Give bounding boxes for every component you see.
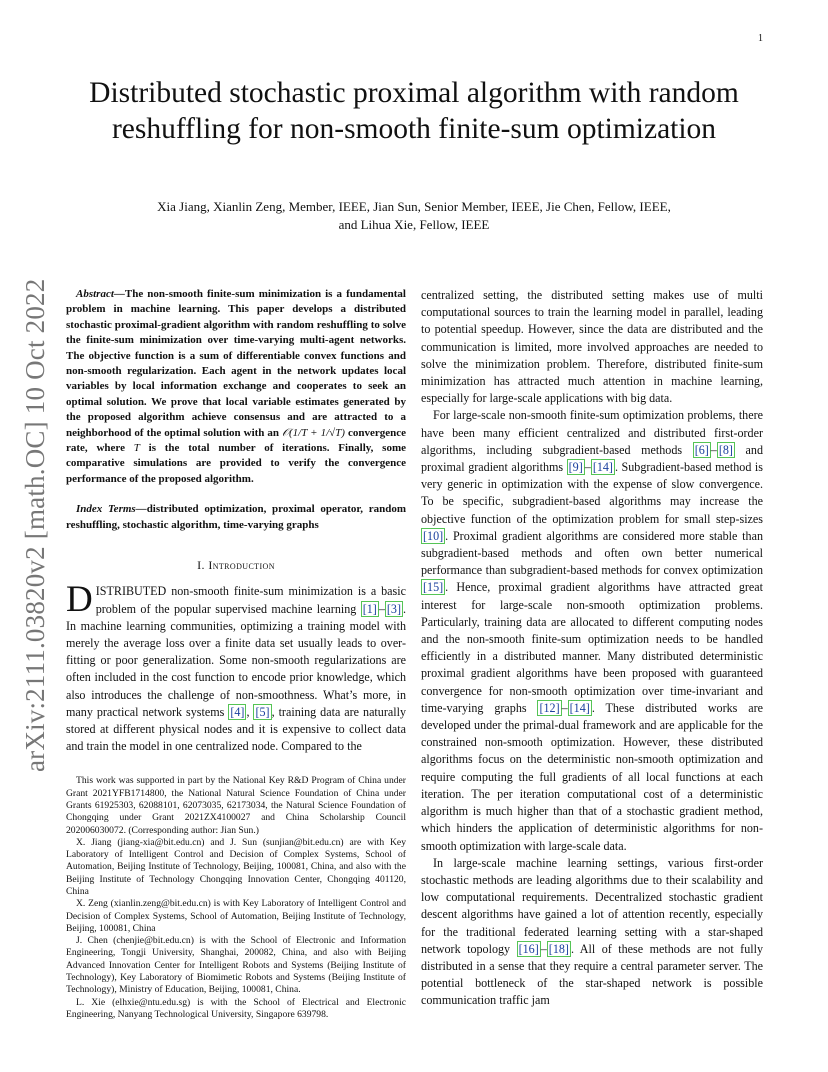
body-text: – bbox=[540, 941, 547, 956]
body-text: and proximal gradient algorithms bbox=[421, 442, 763, 475]
body-text: For large-scale non-smooth finite-sum optimization problems, there have been many efficient centralized and distributed first-order algorithms, including subgradient-based methods bbox=[421, 408, 763, 457]
section-number: I. bbox=[197, 558, 205, 573]
citation-link[interactable]: [14] bbox=[569, 700, 590, 715]
citation-link[interactable]: [10] bbox=[423, 528, 444, 543]
intro-text: , training data are naturally stored at different physical nodes and it is expensive to collect data and train the model in one centralized node. Compared to the bbox=[66, 704, 407, 754]
intro-text: non-smooth finite-sum minimization is a basic problem of the popular supervised machine learning bbox=[95, 584, 406, 616]
citation-link[interactable]: [1] bbox=[362, 601, 377, 616]
footnote-funding: This work was supported in part by the National Key R&D Program of China under Grant 2021YFB1714800, the National Natural Science Foundation of China under Grants 61925303, 62088101, 62073035, 62173034, the Natural Science Foundation of Chongqing under Grant 2021ZX4100027 and China Scholarship Council 202006030072. (Corresponding author: Jian Sun.) bbox=[66, 775, 406, 836]
page-number: 1 bbox=[758, 33, 763, 44]
body-paragraph bbox=[421, 407, 763, 854]
footnote-affiliation: X. Jiang (jiang-xia@bit.edu.cn) and J. Sun (sunjian@bit.edu.cn) are with Key Laboratory of Intelligent Control and Decision of Complex Systems, School of Automation, Beijing Institute of Technology, Beijing, 100081, China, and also with the Beijing Institute of Technology Chongqing Innovation Center, Chongqing 401120, China bbox=[66, 836, 406, 897]
footnote-affiliation: J. Chen (chenjie@bit.edu.cn) is with the School of Electronic and Information Engineering, Tongji University, Shanghai, 200082, China, and also with Beijing Advanced Innovation Center for Intelligent Robots and Systems (Beijing Institute of Technology), Key Laboratory of Biomimetic Robots and Systems (Beijing Institute of Technology), Ministry of Education, Beijing, 100081, China. bbox=[66, 935, 406, 996]
index-terms bbox=[66, 502, 406, 533]
section-title: Introduction bbox=[208, 558, 275, 573]
abstract bbox=[66, 287, 406, 487]
body-text: . Subgradient-based method is very generic in optimization with the expense of slow convergence. To be specific, subgradient-based algorithms may increase the objective function of the optimization problem for small step-sizes bbox=[421, 460, 763, 526]
index-terms-text: distributed optimization, proximal operator, random reshuffling, stochastic algorithm, time-varying graphs bbox=[66, 503, 406, 531]
section-heading-introduction bbox=[66, 557, 406, 574]
authors-line-2: and Lihua Xie, Fellow, IEEE bbox=[338, 217, 490, 232]
citation-link[interactable]: [6] bbox=[694, 442, 709, 457]
footnote-affiliation: X. Zeng (xianlin.zeng@bit.edu.cn) is with Key Laboratory of Intelligent Control and Decision of Complex Systems, School of Automation, Beijing Institute of Technology, Beijing, 100081, China bbox=[66, 898, 406, 934]
citation-link[interactable]: [14] bbox=[592, 460, 613, 475]
body-text: . These distributed works are developed under the primal-dual framework and are applicable for the constrained non-smooth optimization. However, these distributed algorithms focus on the deterministic non-smooth optimization and require computing the full gradients of all local functions at each iteration. The per iteration computational cost of a deterministic algorithm is much higher than that of a stochastic gradient method, which hinders the application of deterministic algorithms for non-smooth optimization with large-scale data. bbox=[421, 700, 764, 853]
citation-link[interactable]: [5] bbox=[255, 704, 270, 719]
index-terms-label: Index Terms— bbox=[76, 503, 147, 516]
citation-link[interactable]: [3] bbox=[386, 601, 401, 616]
body-text: In large-scale machine learning settings, various first-order stochastic methods are leading algorithms due to their scalability and low computational requirements. Decentralized stochastic gradient descent algorithms have gained a lot of attention recently, especially for the traditional federated learning setting with a star-shaped network topology bbox=[421, 855, 763, 956]
convergence-rate-formula: 𝒪(1/T + 1/√T) bbox=[282, 426, 345, 439]
right-column bbox=[421, 287, 763, 1010]
body-text: – bbox=[561, 700, 568, 715]
body-text: . Hence, proximal gradient algorithms have attracted great interest for large-scale non-smooth optimization problems. Particularly, training data are allocated to different computing nodes and the non-smooth finite-sum optimization needs to be handled efficiently in a distributed manner. Many distributed deterministic proximal gradient algorithms have been proposed with guaranteed convergence for non-smooth optimization over time-invariant and time-varying graphs bbox=[421, 580, 763, 715]
abstract-text-3: is the total number of iterations. Finally, some comparative simulations are provided to verify the convergence performance of the proposed algorithm. bbox=[66, 442, 407, 485]
abstract-text: The non-smooth finite-sum minimization is a fundamental problem in machine learning. This paper develops a distributed stochastic proximal-gradient algorithm with random reshuffling to solve the finite-sum minimization over time-varying multi-agent networks. The objective function is a sum of differentiable convex functions and non-smooth regularization. Each agent in the network updates local variables by local information exchange and cooperates to seek an optimal solution. We prove that local variable estimates generated by the proposed algorithm achieve consensus and are attracted to a neighborhood of the optimal solution with an bbox=[66, 288, 406, 439]
abstract-label: Abstract— bbox=[76, 288, 125, 300]
intro-text: – bbox=[378, 601, 385, 616]
citation-link[interactable]: [16] bbox=[518, 941, 539, 956]
body-text: . Proximal gradient algorithms are considered more stable than subgradient-based methods and often own better numerical performance than subgradient-based methods for convex optimization bbox=[421, 528, 763, 578]
body-text: – bbox=[584, 460, 591, 475]
intro-text: , bbox=[246, 704, 250, 719]
intro-paragraph bbox=[66, 579, 407, 755]
arxiv-watermark: arXiv:2111.03820v2 [math.OC] 10 Oct 2022 bbox=[20, 278, 50, 772]
footnotes bbox=[66, 775, 406, 1021]
paper-title: Distributed stochastic proximal algorithm with random reshuffling for non-smooth finite-sum optimization bbox=[89, 77, 739, 145]
body-text: . All of these methods are not fully distributed in a sense that they require a central parameter server. The potential bottleneck of the star-shaped network is possible communication traffic jam bbox=[421, 941, 764, 1008]
body-paragraph: centralized setting, the distributed setting makes use of multi computational sources to train the learning model in parallel, leading to potential speedup. However, since the data are distributed and the communication is limited, more involved approaches are needed to solve the minimization problem. Therefore, distributed finite-sum minimization has attracted much attention in machine learning, especially for large-scale applications with big data. bbox=[421, 288, 763, 406]
body-text: – bbox=[710, 442, 717, 457]
drop-cap: D bbox=[66, 579, 93, 621]
author-list bbox=[80, 198, 748, 234]
citation-link[interactable]: [9] bbox=[568, 460, 583, 475]
citation-link[interactable]: [15] bbox=[423, 580, 444, 595]
citation-link[interactable]: [4] bbox=[230, 704, 245, 719]
abstract-text-2: convergence rate, where bbox=[66, 426, 407, 455]
citation-link[interactable]: [12] bbox=[539, 700, 560, 715]
intro-text: . In machine learning communities, optimizing a training model with merely the average loss over a finite data set usually leads to over-fitting or poor generalization. Some non-smooth regularizations are often included in the cost function to encode prior knowledge, which also introduces the challenge of non-smoothness. What’s more, in many practical network systems bbox=[66, 601, 407, 719]
authors-line-1: Xia Jiang, Xianlin Zeng, Member, IEEE, Jian Sun, Senior Member, IEEE, Jie Chen, Fellow, IEEE, bbox=[157, 199, 671, 214]
citation-link[interactable]: [18] bbox=[548, 941, 569, 956]
citation-link[interactable]: [8] bbox=[718, 442, 733, 457]
left-column bbox=[66, 287, 406, 1021]
body-paragraph bbox=[421, 855, 763, 1010]
t-symbol: T bbox=[133, 442, 140, 455]
footnote-affiliation: L. Xie (elhxie@ntu.edu.sg) is with the School of Electrical and Electronic Engineering, Nanyang Technological University, Singapore 639798. bbox=[66, 996, 406, 1020]
intro-smallcaps: ISTRIBUTED bbox=[95, 584, 167, 599]
